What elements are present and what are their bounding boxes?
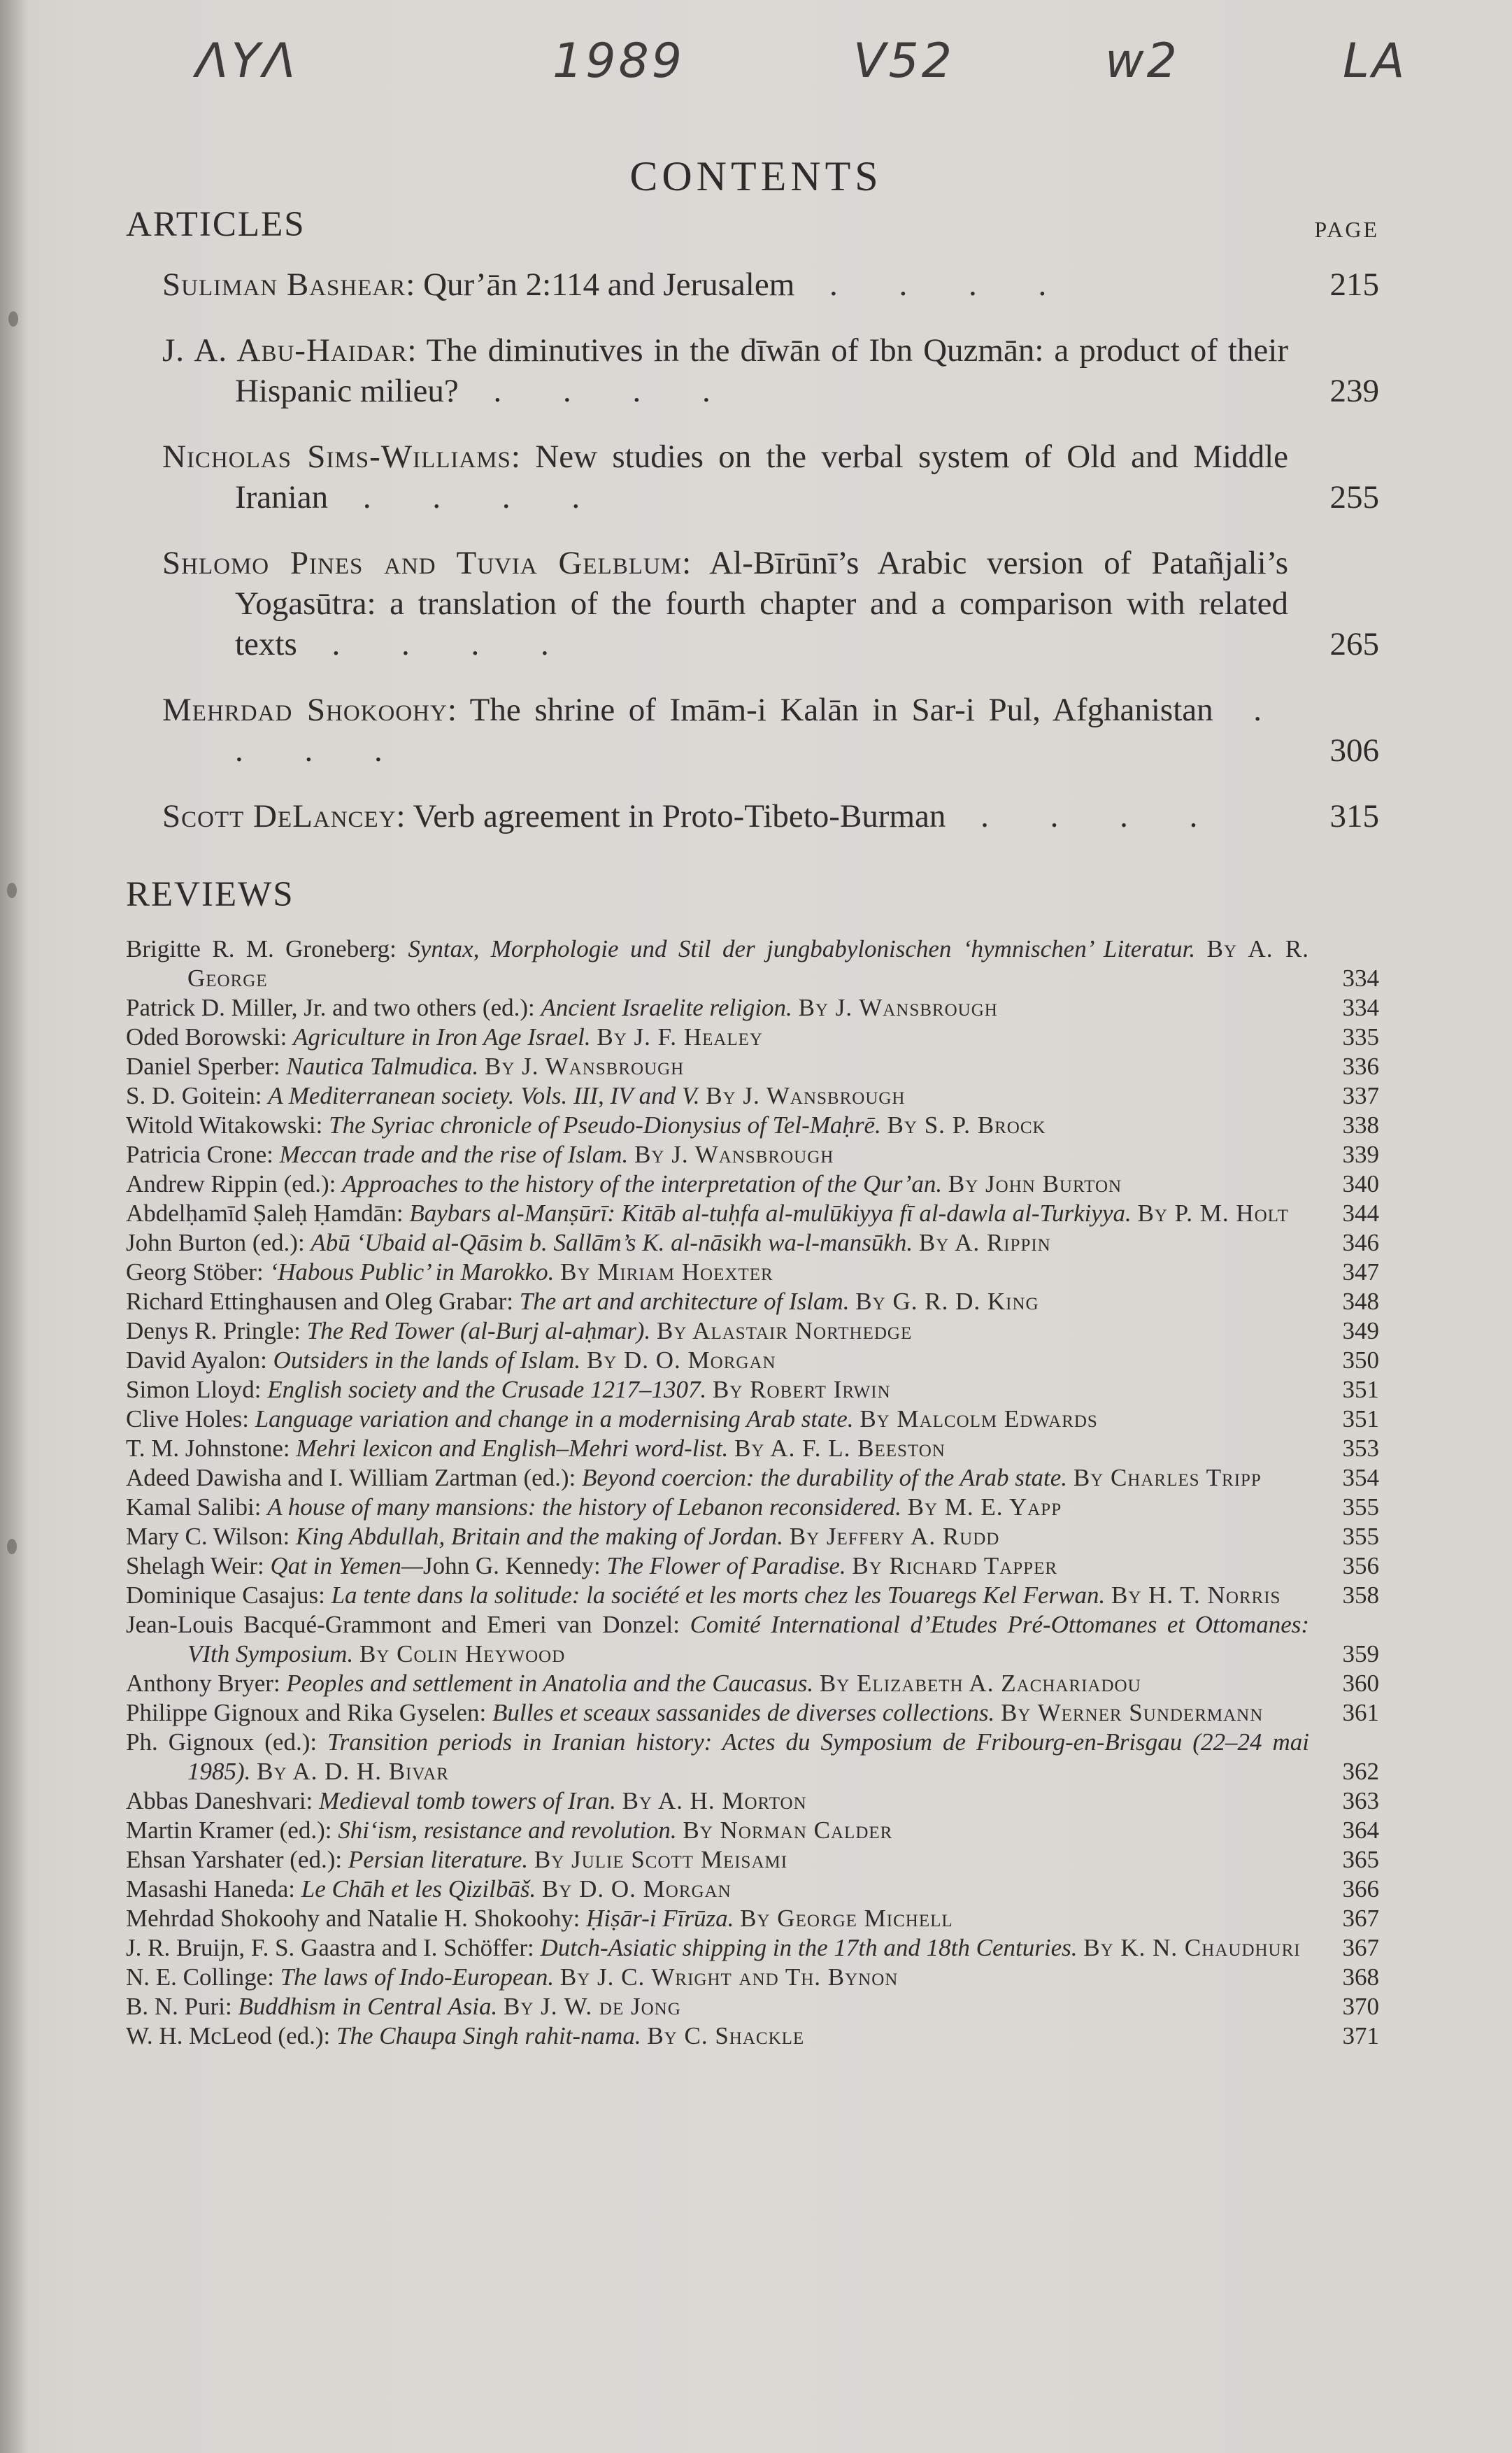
review-page-number: 362 bbox=[1342, 1758, 1379, 1785]
review-reviewer: By J. Wansbrough bbox=[484, 1053, 685, 1080]
article-entry: J. A. Abu-Haidar: The diminutives in the dīwān of Ibn Quzmān: a product of their Hispanic milieu? . . . . 239 bbox=[162, 330, 1379, 411]
review-title: Outsiders in the lands of Islam. bbox=[273, 1346, 581, 1374]
review-page-number: 354 bbox=[1342, 1464, 1379, 1491]
review-title: The laws of Indo-European. bbox=[280, 1963, 555, 1991]
review-author: Anthony Bryer: bbox=[126, 1670, 280, 1697]
review-entry bbox=[126, 1992, 1379, 2021]
review-reviewer: By Richard Tapper bbox=[852, 1552, 1058, 1579]
article-author: Nicholas Sims-Williams bbox=[162, 439, 511, 475]
review-title: Approaches to the history of the interpretation of the Qur’an. bbox=[342, 1170, 943, 1197]
review-author: B. N. Puri: bbox=[126, 1993, 232, 2020]
review-reviewer: By Elizabeth A. Zachariadou bbox=[819, 1670, 1141, 1697]
review-title: ‘Habous Public’ in Marokko. bbox=[269, 1258, 555, 1286]
article-page-number: 255 bbox=[1329, 479, 1379, 516]
review-reviewer: By A. D. H. Bivar bbox=[257, 1758, 449, 1785]
review-title: Dutch-Asiatic shipping in the 17th and 18th Centuries. bbox=[540, 1934, 1078, 1961]
review-entry bbox=[126, 1875, 1379, 1904]
review-reviewer: By S. P. Brock bbox=[887, 1111, 1046, 1139]
review-reviewer: By J. Wansbrough bbox=[706, 1082, 906, 1109]
review-author: Simon Lloyd: bbox=[126, 1376, 262, 1403]
review-reviewer: By Colin Heywood bbox=[359, 1640, 566, 1668]
review-reviewer: By Miriam Hoexter bbox=[560, 1258, 773, 1286]
review-title: Nautica Talmudica. bbox=[286, 1053, 479, 1080]
binding-mark bbox=[8, 311, 18, 327]
review-author: W. H. McLeod (ed.): bbox=[126, 2022, 331, 2049]
review-page-number: 358 bbox=[1342, 1581, 1379, 1609]
review-author: John G. Kennedy: bbox=[422, 1552, 601, 1579]
review-entry bbox=[126, 1904, 1379, 1933]
review-reviewer: By A. Rippin bbox=[918, 1229, 1051, 1256]
review-page-number: 349 bbox=[1342, 1317, 1379, 1344]
review-reviewer: By H. T. Norris bbox=[1111, 1581, 1281, 1609]
review-author: Mehrdad Shokoohy and Natalie H. Shokoohy: bbox=[126, 1905, 580, 1932]
review-title: The Syriac chronicle of Pseudo-Dionysius of Tel-Maḥrē. bbox=[329, 1111, 881, 1139]
review-page-number: 348 bbox=[1342, 1288, 1379, 1315]
handwritten-annotations bbox=[196, 34, 1442, 97]
review-entry bbox=[126, 1375, 1379, 1405]
review-author: Dominique Casajus: bbox=[126, 1581, 325, 1609]
review-page-number: 335 bbox=[1342, 1023, 1379, 1051]
review-title: King Abdullah, Britain and the making of Jordan. bbox=[295, 1523, 784, 1550]
review-entry bbox=[126, 1111, 1379, 1140]
review-entry bbox=[126, 1669, 1379, 1698]
review-page-number: 339 bbox=[1342, 1141, 1379, 1168]
review-reviewer: By J. Wansbrough bbox=[634, 1141, 834, 1168]
review-entry bbox=[126, 1522, 1379, 1551]
review-page-number: 370 bbox=[1342, 1993, 1379, 2020]
review-author: Daniel Sperber: bbox=[126, 1053, 280, 1080]
review-page-number: 344 bbox=[1342, 1200, 1379, 1227]
review-title: Language variation and change in a modernising Arab state. bbox=[255, 1405, 854, 1432]
review-author: Jean-Louis Bacqué-Grammont and Emeri van Donzel: bbox=[126, 1611, 680, 1638]
review-reviewer: By J. C. Wright and Th. Bynon bbox=[559, 1963, 899, 1991]
review-entry bbox=[126, 1698, 1379, 1728]
review-author: T. M. Johnstone: bbox=[126, 1435, 290, 1462]
review-title: A house of many mansions: the history of Lebanon reconsidered. bbox=[267, 1493, 901, 1521]
review-page-number: 334 bbox=[1342, 965, 1379, 992]
review-reviewer: By Alastair Northedge bbox=[656, 1317, 913, 1344]
article-entry: Nicholas Sims-Williams: New studies on the verbal system of Old and Middle Iranian . . . . 255 bbox=[162, 436, 1379, 518]
review-author: Patrick D. Miller, Jr. and two others (ed.): bbox=[126, 994, 535, 1021]
binding-shadow bbox=[0, 0, 28, 2453]
article-entry: Suliman Bashear: Qur’ān 2:114 and Jerusalem . . . . 215 bbox=[162, 264, 1379, 305]
review-page-number: 355 bbox=[1342, 1523, 1379, 1550]
review-author: Mary C. Wilson: bbox=[126, 1523, 290, 1550]
article-page-number: 315 bbox=[1329, 798, 1379, 834]
dot-leader: . . . . bbox=[328, 479, 607, 516]
review-page-number: 350 bbox=[1342, 1346, 1379, 1374]
review-reviewer: By M. E. Yapp bbox=[907, 1493, 1062, 1521]
review-reviewer: By Charles Tripp bbox=[1073, 1464, 1262, 1491]
review-author: S. D. Goitein: bbox=[126, 1082, 262, 1109]
review-page-number: 346 bbox=[1342, 1229, 1379, 1256]
review-author: Masashi Haneda: bbox=[126, 1875, 296, 1903]
review-entry bbox=[126, 1845, 1379, 1875]
review-entry bbox=[126, 1786, 1379, 1816]
dot-leader: . . . . bbox=[794, 266, 1074, 303]
review-author: Denys R. Pringle: bbox=[126, 1317, 301, 1344]
review-page-number: 367 bbox=[1342, 1934, 1379, 1961]
review-title: Mehri lexicon and English–Mehri word-list. bbox=[296, 1435, 729, 1462]
article-title: Al-Bīrūnī’s Arabic version of Patañjali’s Yogasūtra: a translation of the fourth chapter and a comparison with related texts bbox=[235, 545, 1288, 662]
review-page-number: 340 bbox=[1342, 1170, 1379, 1197]
review-author: Adeed Dawisha and I. William Zartman (ed.): bbox=[126, 1464, 576, 1491]
review-page-number: 366 bbox=[1342, 1875, 1379, 1903]
review-author: Ehsan Yarshater (ed.): bbox=[126, 1846, 343, 1873]
article-author: J. A. Abu-Haidar bbox=[162, 332, 408, 369]
review-author: J. R. Bruijn, F. S. Gaastra and I. Schöffer: bbox=[126, 1934, 534, 1961]
review-entry bbox=[126, 1169, 1379, 1199]
handwritten-note: V52 bbox=[853, 34, 955, 89]
handwritten-note: 1989 bbox=[552, 34, 685, 89]
article-title: Verb agreement in Proto-Tibeto-Burman bbox=[413, 798, 946, 834]
review-reviewer: By A. H. Morton bbox=[622, 1787, 807, 1814]
article-entry: Mehrdad Shokoohy: The shrine of Imām-i Kalān in Sar-i Pul, Afghanistan . . . . 306 bbox=[162, 690, 1379, 771]
review-title: Agriculture in Iron Age Israel. bbox=[293, 1023, 591, 1051]
review-page-number: 371 bbox=[1342, 2022, 1379, 2049]
review-page-number: 364 bbox=[1342, 1816, 1379, 1844]
review-title: Comité International d’Etudes Pré-Ottomanes et Ottomanes: VIth Symposium. bbox=[187, 1611, 1309, 1668]
review-author: John Burton (ed.): bbox=[126, 1229, 305, 1256]
review-author: Kamal Salibi: bbox=[126, 1493, 262, 1521]
review-reviewer: By G. R. D. King bbox=[855, 1288, 1039, 1315]
reviews-heading: REVIEWS bbox=[126, 875, 294, 914]
review-entry bbox=[126, 1933, 1379, 1963]
review-title: The Flower of Paradise. bbox=[606, 1552, 846, 1579]
review-page-number: 367 bbox=[1342, 1905, 1379, 1932]
review-title: Meccan trade and the rise of Islam. bbox=[279, 1141, 629, 1168]
article-author: Scott DeLancey bbox=[162, 798, 397, 834]
page-title: CONTENTS bbox=[629, 153, 883, 199]
review-author: David Ayalon: bbox=[126, 1346, 267, 1374]
review-author: Patricia Crone: bbox=[126, 1141, 273, 1168]
reviews-list bbox=[126, 934, 1379, 2051]
review-reviewer: By John Burton bbox=[948, 1170, 1122, 1197]
review-author: Abbas Daneshvari: bbox=[126, 1787, 313, 1814]
review-entry bbox=[126, 2021, 1379, 2051]
review-entry bbox=[126, 1258, 1379, 1287]
articles-heading: ARTICLES bbox=[126, 205, 306, 244]
review-entry bbox=[126, 1140, 1379, 1169]
review-author: Brigitte R. M. Groneberg: bbox=[126, 935, 397, 962]
article-page-number: 306 bbox=[1329, 732, 1379, 769]
review-author: Martin Kramer (ed.): bbox=[126, 1816, 332, 1844]
review-reviewer: By George Michell bbox=[740, 1905, 953, 1932]
review-reviewer: By Julie Scott Meisami bbox=[534, 1846, 788, 1873]
review-author: Clive Holes: bbox=[126, 1405, 249, 1432]
review-author: Shelagh Weir: bbox=[126, 1552, 264, 1579]
review-reviewer: By J. W. de Jong bbox=[503, 1993, 681, 2020]
page-column-label: PAGE bbox=[1314, 217, 1379, 242]
dot-leader: . . . . bbox=[235, 692, 1288, 769]
review-entry bbox=[126, 934, 1379, 993]
review-page-number: 353 bbox=[1342, 1435, 1379, 1462]
handwritten-note: LA bbox=[1343, 34, 1408, 89]
review-entry bbox=[126, 1434, 1379, 1463]
review-page-number: 356 bbox=[1342, 1552, 1379, 1579]
dot-leader: . . . . bbox=[458, 373, 737, 409]
review-author: Ph. Gignoux (ed.): bbox=[126, 1728, 318, 1756]
review-title: Transition periods in Iranian history: Actes du Symposium de Fribourg-en-Brisgau (22–24 mai 1985). bbox=[187, 1728, 1309, 1785]
review-title: La tente dans la solitude: la société et les morts chez les Touaregs Kel Ferwan. bbox=[331, 1581, 1106, 1609]
review-page-number: 363 bbox=[1342, 1787, 1379, 1814]
article-author: Shlomo Pines and Tuvia Gelblum bbox=[162, 545, 683, 581]
review-entry bbox=[126, 1228, 1379, 1258]
article-page-number: 239 bbox=[1329, 373, 1379, 409]
review-title: Ancient Israelite religion. bbox=[541, 994, 792, 1021]
article-title: Qur’ān 2:114 and Jerusalem bbox=[423, 266, 795, 303]
review-reviewer: By Jeffery A. Rudd bbox=[789, 1523, 1000, 1550]
article-author: Suliman Bashear bbox=[162, 266, 406, 303]
review-page-number: 365 bbox=[1342, 1846, 1379, 1873]
review-entry bbox=[126, 1023, 1379, 1052]
review-reviewer: By Robert Irwin bbox=[713, 1376, 891, 1403]
review-reviewer: By A. F. L. Beeston bbox=[734, 1435, 946, 1462]
article-page-number: 215 bbox=[1329, 266, 1379, 303]
review-reviewer: By C. Shackle bbox=[647, 2022, 805, 2049]
review-page-number: 359 bbox=[1342, 1640, 1379, 1668]
review-author: Georg Stöber: bbox=[126, 1258, 264, 1286]
review-page-number: 355 bbox=[1342, 1493, 1379, 1521]
dot-leader: . . . . bbox=[946, 798, 1225, 834]
review-reviewer: By Norman Calder bbox=[683, 1816, 893, 1844]
review-author: Andrew Rippin (ed.): bbox=[126, 1170, 336, 1197]
review-reviewer: By D. O. Morgan bbox=[541, 1875, 732, 1903]
handwritten-note: w2 bbox=[1105, 34, 1180, 89]
review-title: The Red Tower (al-Burj al-aḥmar). bbox=[306, 1317, 651, 1344]
review-title: Le Chāh et les Qizilbāš. bbox=[301, 1875, 536, 1903]
review-title: Abū ‘Ubaid al-Qāsim b. Sallām’s K. al-nāsikh wa-l-mansūkh. bbox=[311, 1229, 913, 1256]
review-title: Syntax, Morphologie und Stil der jungbabylonischen ‘hymnischen’ Literatur. bbox=[408, 935, 1196, 962]
review-title: Ḥiṣār-i Fīrūza. bbox=[586, 1905, 734, 1932]
review-author: N. E. Collinge: bbox=[126, 1963, 274, 1991]
review-page-number: 368 bbox=[1342, 1963, 1379, 1991]
review-title: Peoples and settlement in Anatolia and the Caucasus. bbox=[286, 1670, 814, 1697]
review-entry bbox=[126, 1963, 1379, 1992]
review-entry bbox=[126, 1052, 1379, 1081]
binding-mark bbox=[7, 1539, 17, 1554]
review-entry bbox=[126, 1199, 1379, 1228]
review-page-number: 347 bbox=[1342, 1258, 1379, 1286]
review-reviewer: By J. Wansbrough bbox=[798, 994, 998, 1021]
review-title: Qat in Yemen— bbox=[270, 1552, 423, 1579]
review-page-number: 337 bbox=[1342, 1082, 1379, 1109]
review-author: Witold Witakowski: bbox=[126, 1111, 323, 1139]
review-entry bbox=[126, 1316, 1379, 1346]
review-title: Beyond coercion: the durability of the Arab state. bbox=[582, 1464, 1068, 1491]
review-title: The Chaupa Singh rahit-nama. bbox=[336, 2022, 641, 2049]
review-entry bbox=[126, 1816, 1379, 1845]
review-reviewer: By D. O. Morgan bbox=[586, 1346, 776, 1374]
review-page-number: 360 bbox=[1342, 1670, 1379, 1697]
review-reviewer: By Malcolm Edwards bbox=[860, 1405, 1098, 1432]
review-entry bbox=[126, 1728, 1379, 1786]
article-title: The shrine of Imām-i Kalān in Sar-i Pul, Afghanistan bbox=[469, 692, 1213, 728]
article-title: The diminutives in the dīwān of Ibn Quzmān: a product of their Hispanic milieu? bbox=[235, 332, 1289, 409]
review-entry bbox=[126, 1346, 1379, 1375]
article-page-number: 265 bbox=[1329, 626, 1379, 662]
review-reviewer: By J. F. Healey bbox=[597, 1023, 763, 1051]
review-page-number: 351 bbox=[1342, 1376, 1379, 1403]
review-entry bbox=[126, 1610, 1379, 1669]
review-title: Baybars al-Manṣūrī: Kitāb al-tuḥfa al-mulūkiyya fī al-dawla al-Turkiyya. bbox=[409, 1200, 1132, 1227]
review-title: Persian literature. bbox=[348, 1846, 529, 1873]
review-author: Philippe Gignoux and Rika Gyselen: bbox=[126, 1699, 487, 1726]
review-page-number: 334 bbox=[1342, 994, 1379, 1021]
review-reviewer: By A. R. George bbox=[187, 935, 1310, 992]
review-title: Shi‘ism, resistance and revolution. bbox=[338, 1816, 677, 1844]
review-author: Richard Ettinghausen and Oleg Grabar: bbox=[126, 1288, 513, 1315]
article-author: Mehrdad Shokoohy bbox=[162, 692, 448, 728]
dot-leader: . . . . bbox=[297, 626, 576, 662]
articles-list bbox=[162, 264, 1379, 862]
binding-mark bbox=[7, 883, 17, 898]
review-entry bbox=[126, 1463, 1379, 1493]
review-page-number: 361 bbox=[1342, 1699, 1379, 1726]
review-entry bbox=[126, 1287, 1379, 1316]
review-entry bbox=[126, 1581, 1379, 1610]
review-title: Medieval tomb towers of Iran. bbox=[319, 1787, 616, 1814]
review-page-number: 338 bbox=[1342, 1111, 1379, 1139]
handwritten-note: ΛΥΛ bbox=[196, 34, 299, 89]
article-title: New studies on the verbal system of Old and Middle Iranian bbox=[235, 439, 1289, 516]
review-page-number: 336 bbox=[1342, 1053, 1379, 1080]
review-entry bbox=[126, 1081, 1379, 1111]
review-entry bbox=[126, 1551, 1379, 1581]
article-entry: Shlomo Pines and Tuvia Gelblum: Al-Bīrūnī’s Arabic version of Patañjali’s Yogasūtra: a translation of the fourth chapter and a comparison with related texts . . . . 265 bbox=[162, 543, 1379, 664]
review-title: Bulles et sceaux sassanides de diverses collections. bbox=[492, 1699, 995, 1726]
review-entry bbox=[126, 993, 1379, 1023]
review-author: Abdelḥamīd Ṣaleḥ Ḥamdān: bbox=[126, 1200, 404, 1227]
review-reviewer: By K. N. Chaudhuri bbox=[1083, 1934, 1301, 1961]
review-reviewer: By P. M. Holt bbox=[1137, 1200, 1289, 1227]
review-entry bbox=[126, 1493, 1379, 1522]
review-reviewer: By Werner Sundermann bbox=[1001, 1699, 1264, 1726]
review-title: The art and architecture of Islam. bbox=[519, 1288, 850, 1315]
review-title: A Mediterranean society. Vols. III, IV and V. bbox=[268, 1082, 700, 1109]
review-author: Oded Borowski: bbox=[126, 1023, 287, 1051]
review-title: English society and the Crusade 1217–1307. bbox=[267, 1376, 707, 1403]
review-page-number: 351 bbox=[1342, 1405, 1379, 1432]
review-entry bbox=[126, 1405, 1379, 1434]
article-entry: Scott DeLancey: Verb agreement in Proto-Tibeto-Burman . . . . 315 bbox=[162, 796, 1379, 837]
review-title: Buddhism in Central Asia. bbox=[238, 1993, 498, 2020]
